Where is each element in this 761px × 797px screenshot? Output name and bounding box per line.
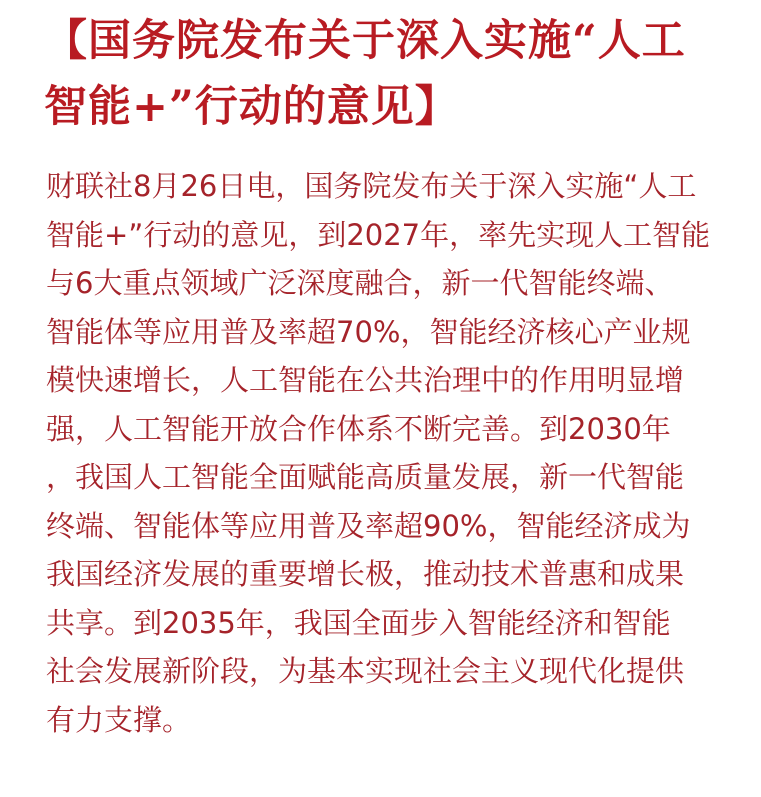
body-line-11: 社会发展新阶段，为基本实现社会主义现代化提供	[46, 654, 685, 688]
headline-line-2: 智能+”行动的意见】	[44, 82, 459, 132]
body-line-7: ，我国人工智能全面赋能高质量发展，新一代智能	[46, 460, 685, 494]
body-line-4: 智能体等应用普及率超70%，智能经济核心产业规	[46, 314, 691, 349]
body-line-2: 智能+”行动的意见，到2027年，率先实现人工智能	[46, 217, 711, 252]
headline	[44, 8, 724, 140]
body-line-8: 终端、智能体等应用普及率超90%，智能经济成为	[46, 508, 691, 543]
body-line-5: 模快速增长，人工智能在公共治理中的作用明显增	[46, 363, 685, 397]
body-line-12: 有力支撑。	[46, 702, 192, 737]
body-line-1: 财联社8月26日电，国务院发布关于深入实施“人工	[46, 169, 697, 203]
body-line-9: 我国经济发展的重要增长极，推动技术普惠和成果	[46, 557, 685, 591]
body-line-6: 强，人工智能开放合作体系不断完善。到2030年	[46, 411, 671, 446]
body-line-3: 与6大重点领域广泛深度融合，新一代智能终端、	[46, 266, 674, 300]
article-body	[46, 162, 736, 744]
body-line-10: 共享。到2035年，我国全面步入智能经济和智能	[46, 605, 671, 640]
headline-line-1: 【国务院发布关于深入实施“人工	[44, 16, 686, 66]
